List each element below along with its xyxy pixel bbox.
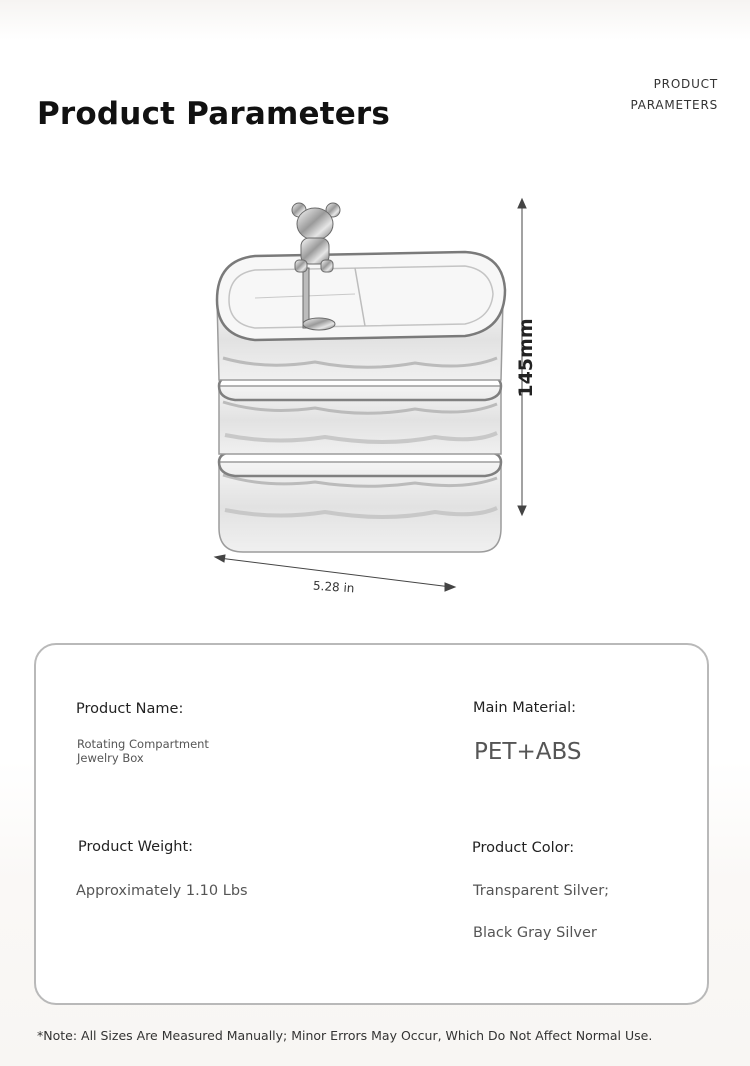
measurement-note: *Note: All Sizes Are Measured Manually; Minor Errors May Occur, Which Do Not Affect Normal Use. xyxy=(37,1028,653,1043)
jewelry-box-icon xyxy=(195,190,555,610)
product-name-value: Rotating Compartment Jewelry Box xyxy=(77,737,209,765)
parameters-card xyxy=(34,643,709,1005)
product-color-value-2: Black Gray Silver xyxy=(473,925,597,941)
height-dimension-label: 145mm xyxy=(515,318,537,398)
corner-label-line-1: PRODUCT xyxy=(653,77,718,91)
tier-middle xyxy=(219,376,501,454)
page-title: Product Parameters xyxy=(37,96,391,132)
width-dimension-label: 5.28 in xyxy=(312,578,355,596)
top-background xyxy=(0,0,750,40)
tier-bottom xyxy=(219,452,501,552)
main-material-value: PET+ABS xyxy=(474,739,582,765)
product-color-label: Product Color: xyxy=(472,840,575,856)
corner-label xyxy=(578,74,718,116)
product-weight-label: Product Weight: xyxy=(78,839,194,855)
product-name-label: Product Name: xyxy=(76,701,184,717)
tier-top xyxy=(217,252,505,380)
main-material-label: Main Material: xyxy=(473,700,577,716)
product-weight-value: Approximately 1.10 Lbs xyxy=(76,883,248,899)
product-color-value-1: Transparent Silver; xyxy=(473,883,610,899)
corner-label-line-2: PARAMETERS xyxy=(630,98,718,112)
